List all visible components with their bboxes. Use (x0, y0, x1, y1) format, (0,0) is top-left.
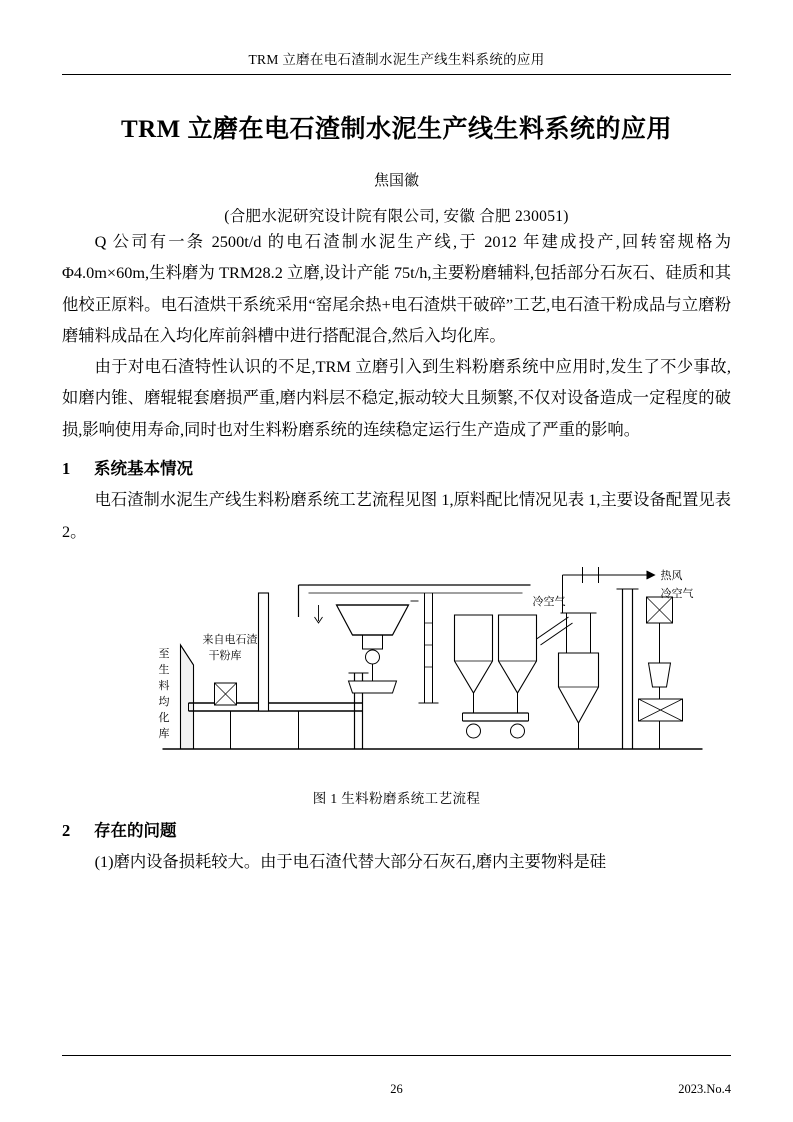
figure-label-cold-air-1: 冷空气 (660, 587, 694, 600)
figure-label-to-silo-6: 库 (158, 727, 170, 740)
author-name: 焦国徽 (373, 173, 419, 189)
footer-divider (62, 1055, 731, 1056)
section-2-number: 2 (62, 820, 71, 840)
figure-label-to-silo-5: 化 (158, 711, 170, 724)
figure-label-to-silo-3: 料 (158, 679, 170, 692)
paragraph-2: 由于对电石渣特性认识的不足,TRM 立磨引入到生料粉磨系统中应用时,发生了不少事故,如磨内锥、磨辊辊套磨损严重,磨内料层不稳定,振动较大且频繁,不仅对设备造成一定程度的破损,影响使用寿命,同时也对生料粉磨系统的连续稳定运行生产造成了严重的影响。 (62, 357, 731, 439)
footer-page-number: 26 (390, 1082, 403, 1096)
section-heading-2 (62, 815, 731, 846)
paragraph-4: (1)磨内设备损耗较大。由于电石渣代替大部分石灰石,磨内主要物料是硅 (94, 852, 607, 872)
section-heading-1 (62, 453, 731, 484)
page-content-area (62, 0, 731, 1122)
figure-1 (62, 553, 731, 807)
page-title: TRM 立磨在电石渣制水泥生产线生料系统的应用 (120, 116, 673, 143)
header-divider (62, 74, 731, 75)
article-body (62, 92, 731, 878)
section-1-title: 系统基本情况 (94, 458, 193, 478)
figure-label-cold-air-2: 冷空气 (532, 595, 566, 608)
figure-label-dry-powder-store: 干粉库 (208, 649, 242, 662)
figure-1-diagram (62, 553, 731, 785)
section-2-title: 存在的问题 (94, 820, 177, 840)
paragraph-1: Q 公司有一条 2500t/d 的电石渣制水泥生产线,于 2012 年建成投产,回转窑规格为Φ4.0m×60m,生料磨为 TRM28.2 立磨,设计产能 75t/h,主要粉磨辅料,包括部分石灰石、硅质和其他校正原料。电石渣烘干系统采用“窑尾余热+电石渣烘干破碎”工艺,电石渣干粉成品与立磨粉磨辅料成品在入均化库前斜槽中进行搭配混合,然后入均化库。 (62, 232, 731, 345)
paragraph-3: 电石渣制水泥生产线生料粉磨系统工艺流程见图 1,原料配比情况见表 1,主要设备配置见表 2。 (62, 490, 731, 541)
running-head: TRM 立磨在电石渣制水泥生产线生料系统的应用 (248, 52, 545, 67)
section-1-number: 1 (62, 458, 71, 478)
figure-label-from-carbide-slag: 来自电石渣 (202, 633, 258, 646)
figure-1-caption: 图 1 生料粉磨系统工艺流程 (312, 790, 481, 806)
figure-label-to-silo-2: 生 (158, 663, 170, 676)
figure-label-to-silo-4: 均 (158, 695, 170, 708)
figure-label-hot-air: 热风 (660, 569, 683, 582)
footer-issue: 2023.No.4 (678, 1082, 731, 1096)
author-affiliation: (合肥水泥研究设计院有限公司, 安徽 合肥 230051) (224, 208, 569, 225)
figure-label-to-silo-1: 至 (158, 647, 170, 660)
